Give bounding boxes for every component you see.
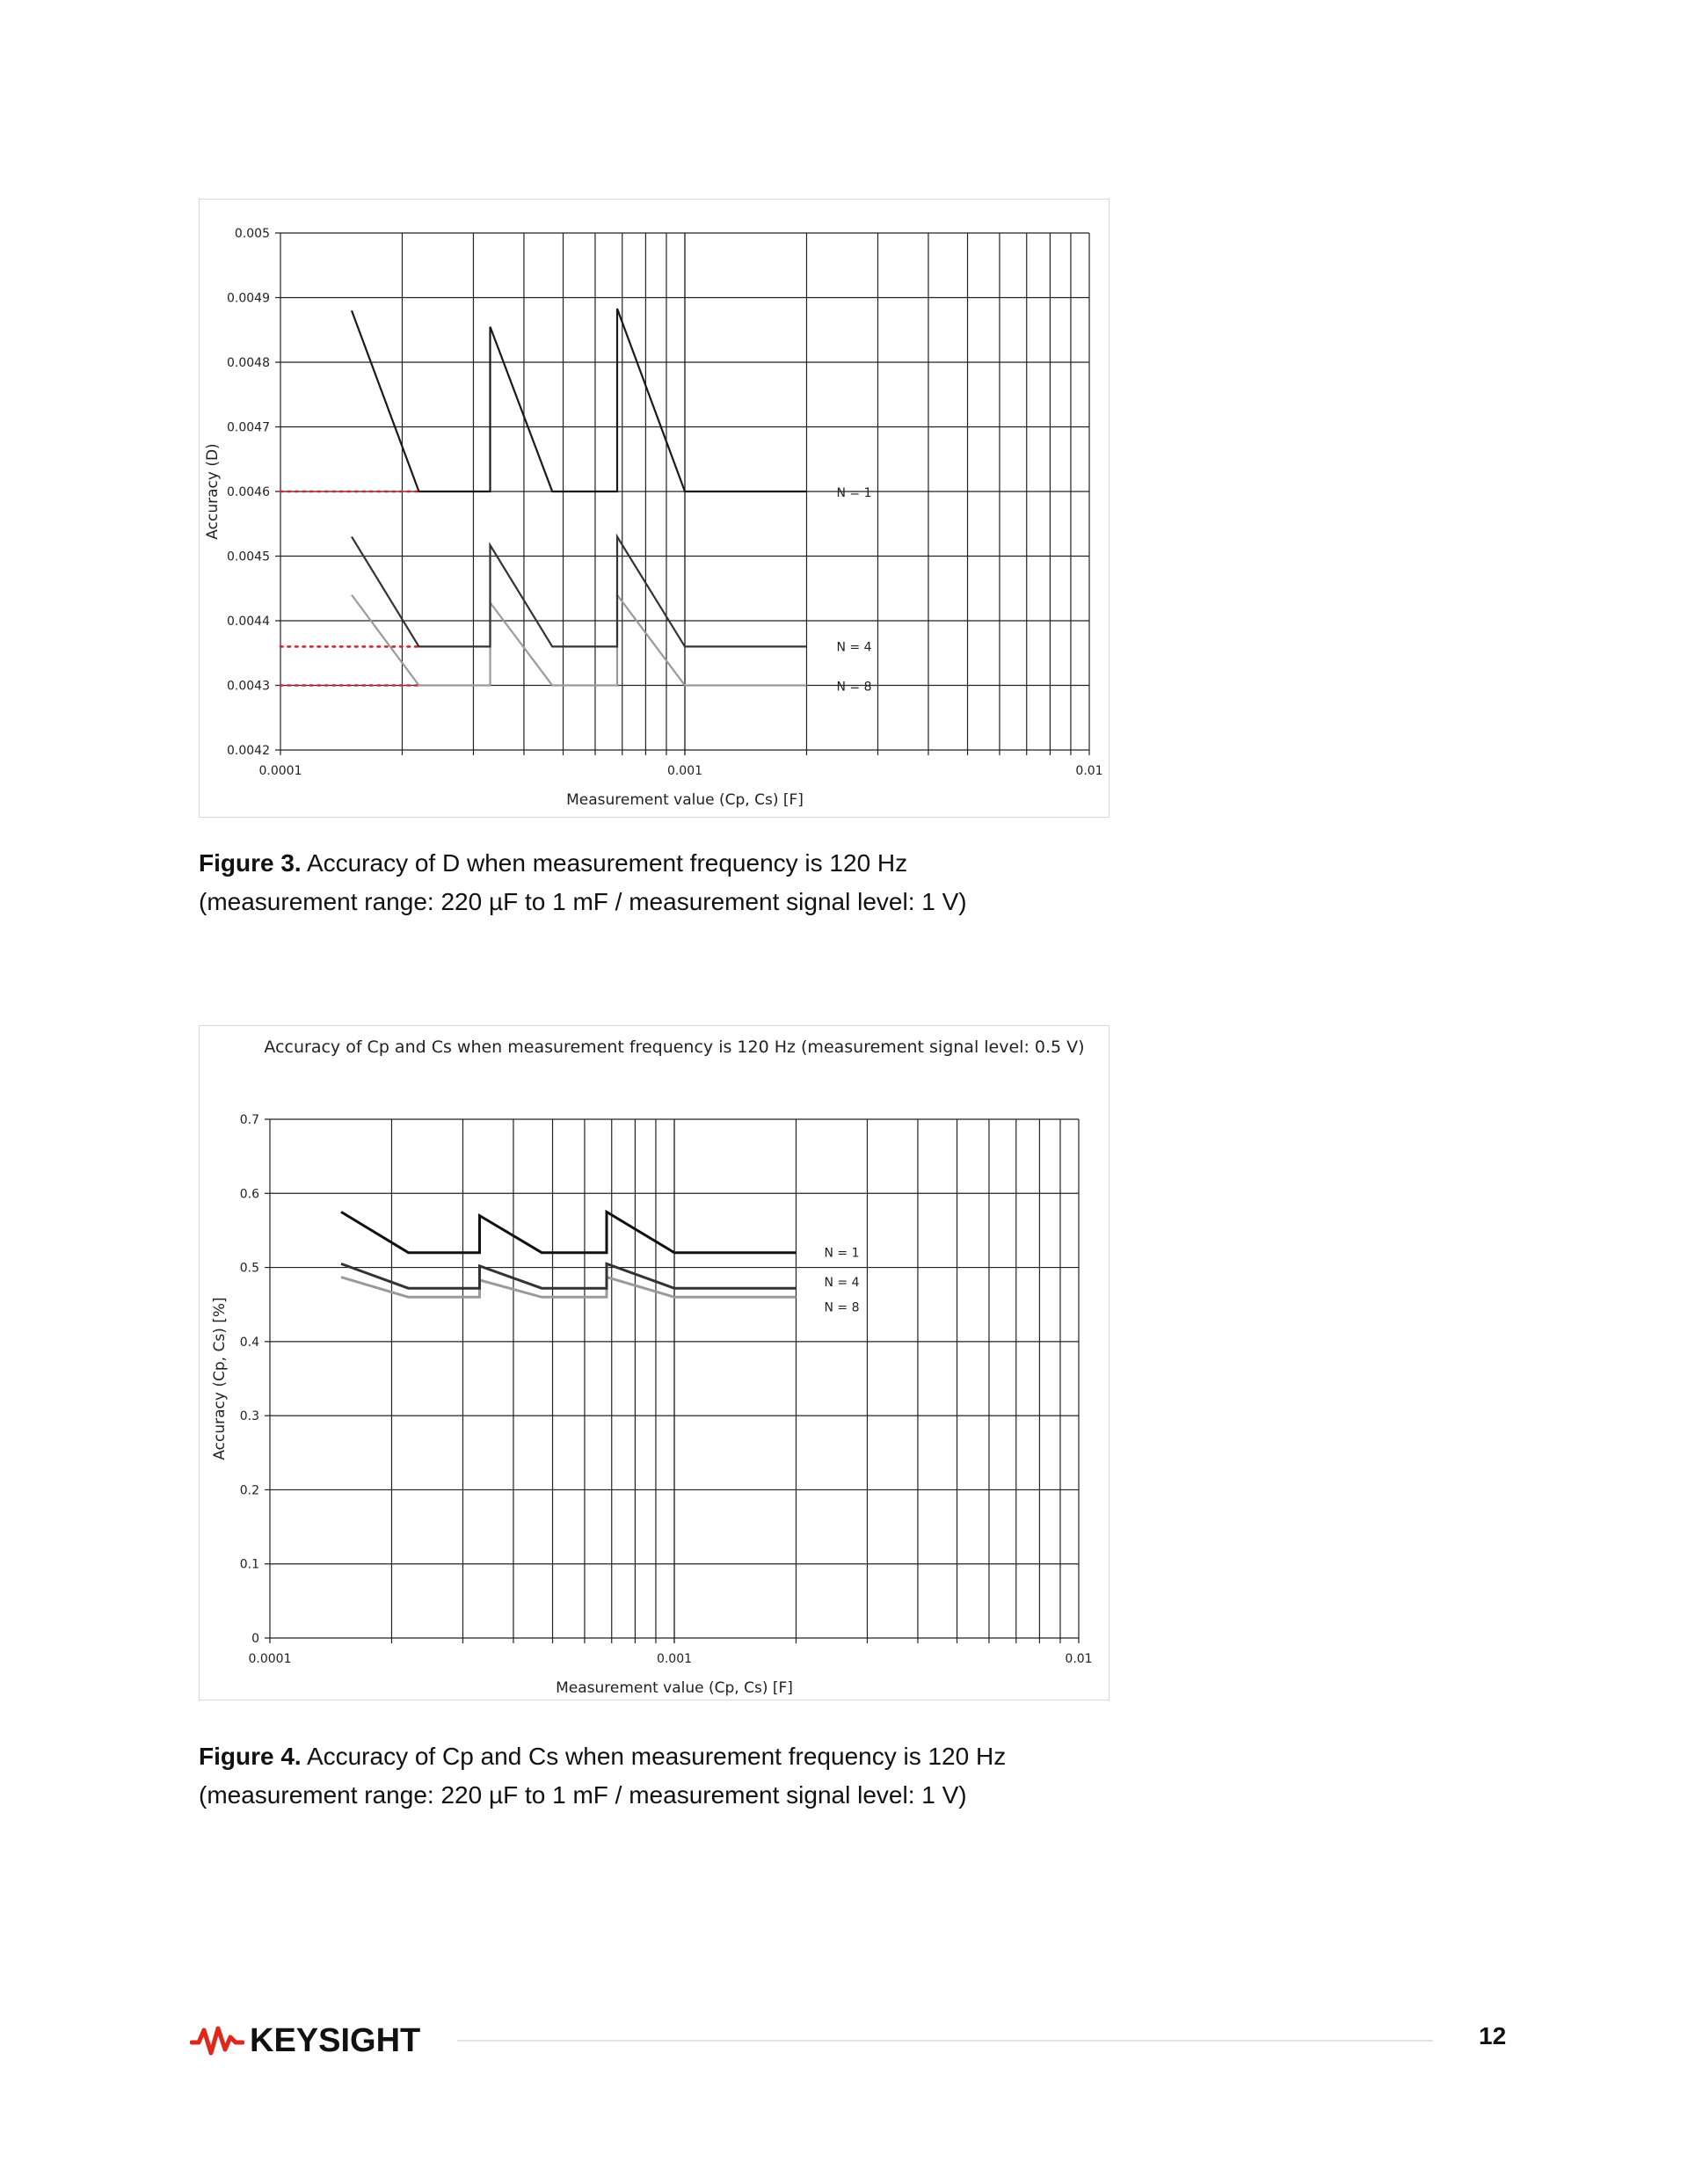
chart1-series-line — [352, 536, 807, 646]
figure-3-chart — [199, 199, 1110, 818]
figure-3-caption-line2: (measurement range: 220 µF to 1 mF / measurement signal level: 1 V) — [199, 888, 967, 915]
chart2-ytick-label: 0.2 — [239, 1483, 259, 1498]
figure-3-label: Figure 3. — [199, 849, 302, 877]
chart2-series-label: N = 8 — [824, 1300, 860, 1315]
chart2-xaxis-label: Measurement value (Cp, Cs) [F] — [556, 1679, 793, 1697]
chart1-yaxis-label: Accuracy (D) — [204, 443, 222, 540]
chart1-xaxis-label: Measurement value (Cp, Cs) [F] — [566, 791, 804, 809]
chart1-ytick-label: 0.0048 — [227, 356, 270, 370]
chart2-series-label: N = 4 — [824, 1276, 860, 1291]
chart2-ytick-label: 0.7 — [239, 1113, 259, 1127]
chart2-xtick-label: 0.0001 — [248, 1652, 292, 1666]
chart1-ytick-label: 0.0046 — [227, 485, 270, 499]
chart1-series-label: N = 8 — [836, 680, 872, 695]
chart1-ytick-label: 0.0047 — [227, 420, 270, 435]
chart2-title: Accuracy of Cp and Cs when measurement frequency is 120 Hz (measurement signal level: 0.5 V) — [264, 1037, 1085, 1057]
chart2-ytick-label: 0.1 — [239, 1557, 259, 1572]
chart1-ytick-label: 0.0045 — [227, 550, 270, 564]
chart1-ytick-label: 0.0044 — [227, 615, 270, 629]
chart2-ytick-label: 0.5 — [239, 1261, 259, 1276]
chart1-ytick-label: 0.0049 — [227, 291, 270, 306]
figure-4-svg — [200, 1026, 1109, 1700]
page-number: 12 — [1479, 2022, 1507, 2049]
chart2-ytick-label: 0 — [251, 1632, 259, 1646]
chart1-series-line — [352, 309, 807, 491]
figure-3-caption-line1: Accuracy of D when measurement frequency is 120 Hz — [306, 849, 908, 877]
chart1-series-line — [352, 595, 807, 686]
chart1-series-label: N = 4 — [836, 640, 872, 655]
chart2-xtick-label: 0.001 — [656, 1652, 693, 1666]
figure-3-svg — [200, 200, 1109, 817]
chart1-series-label: N = 1 — [836, 486, 872, 500]
chart1-ytick-label: 0.005 — [234, 227, 270, 241]
keysight-wave-icon — [190, 2023, 244, 2058]
chart1-xtick-label: 0.0001 — [258, 764, 302, 778]
chart2-series-line — [341, 1212, 797, 1252]
footer-divider — [457, 2040, 1433, 2042]
figure-4-label: Figure 4. — [199, 1743, 302, 1770]
figure-4-caption-line2: (measurement range: 220 µF to 1 mF / measurement signal level: 1 V) — [199, 1781, 967, 1809]
chart1-xtick-label: 0.001 — [666, 764, 703, 778]
figure-4-chart — [199, 1025, 1110, 1700]
chart1-xtick-label: 0.01 — [1075, 764, 1103, 778]
chart2-series-label: N = 1 — [824, 1246, 860, 1261]
figure-4-caption-line1: Accuracy of Cp and Cs when measurement frequency is 120 Hz — [306, 1743, 1007, 1770]
chart1-ytick-label: 0.0043 — [227, 679, 270, 694]
chart2-xtick-label: 0.01 — [1065, 1652, 1093, 1666]
chart2-ytick-label: 0.3 — [239, 1409, 259, 1424]
keysight-wordmark: KEYSIGHT — [250, 2021, 421, 2059]
chart1-ytick-label: 0.0042 — [227, 744, 270, 758]
figure-4-caption — [199, 1737, 1006, 1815]
chart2-yaxis-label: Accuracy (Cp, Cs) [%] — [211, 1297, 229, 1460]
keysight-logo — [190, 2020, 420, 2062]
chart2-ytick-label: 0.6 — [239, 1187, 259, 1202]
chart2-ytick-label: 0.4 — [239, 1335, 259, 1350]
figure-3-caption — [199, 844, 967, 921]
